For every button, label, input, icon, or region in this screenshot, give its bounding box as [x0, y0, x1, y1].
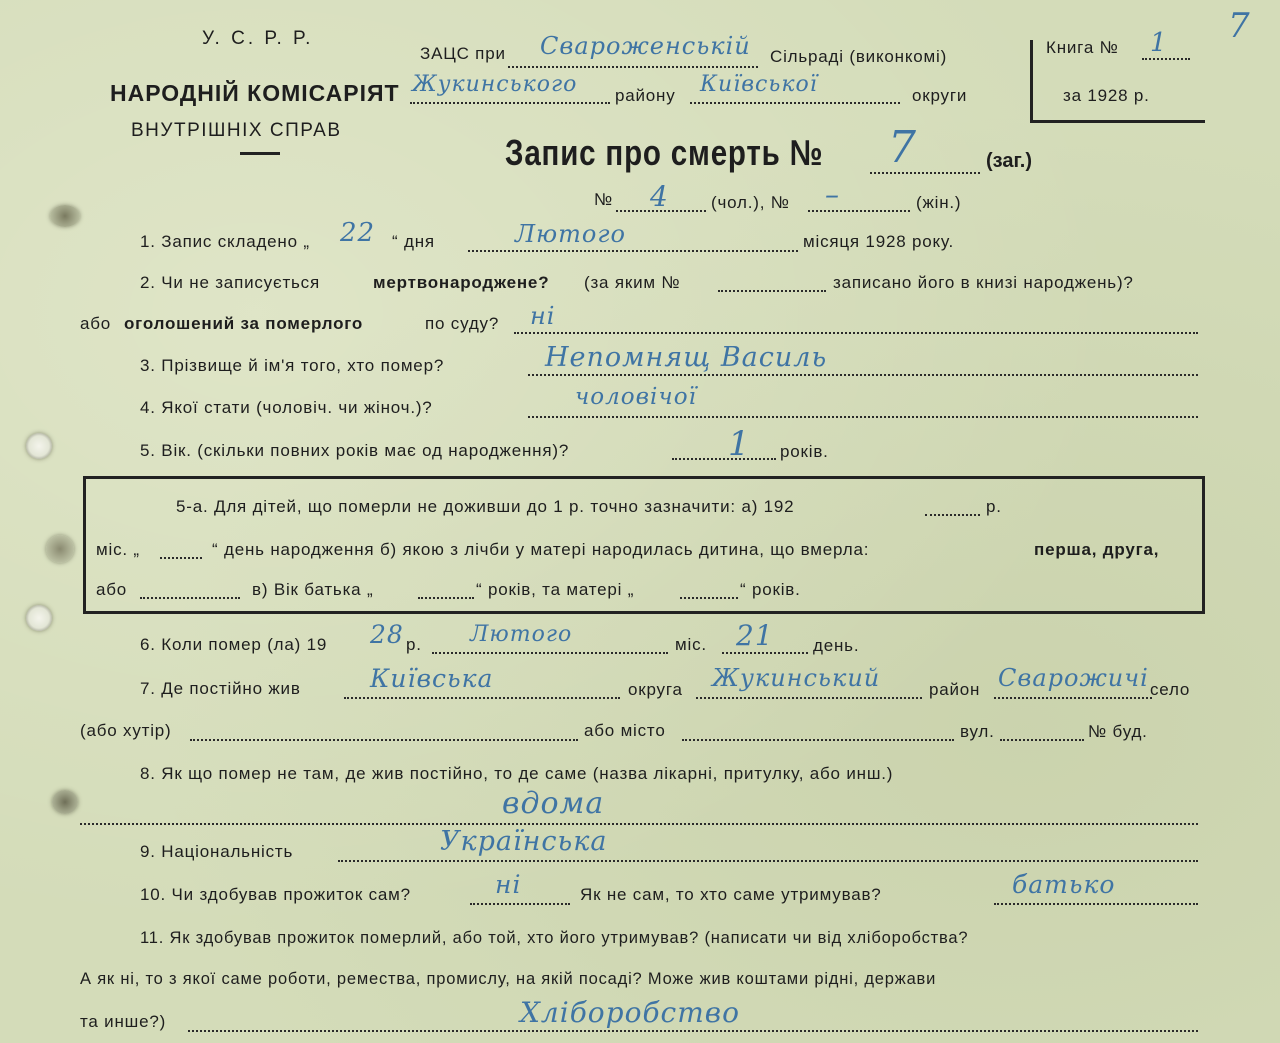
okruha-handwritten: Київської: [700, 72, 818, 97]
item4-answer-underline: [528, 416, 1198, 418]
item5-suffix: років.: [780, 442, 829, 461]
item10-text-b: Як не сам, то хто саме утримував?: [580, 885, 882, 904]
item11-line2: А як ні, то з якої саме роботи, ремества, промислу, на якій посаді? Може жив коштами рідні, держави: [80, 970, 937, 988]
item1-text-c: місяця 1928 року.: [803, 232, 955, 251]
item5-age-underline: [672, 458, 776, 460]
item6-year-handwritten: 28: [370, 620, 404, 649]
item5a-line3-b: в) Вік батька „: [252, 580, 374, 599]
item11-answer-handwritten: Хліборобство: [520, 996, 740, 1029]
book-label: Книга №: [1046, 38, 1119, 57]
item10-answer1-handwritten: ні: [495, 870, 522, 899]
okruha-label: округи: [912, 86, 968, 105]
item6-day-handwritten: 21: [736, 619, 774, 652]
item7-text-a: 7. Де постійно жив: [140, 679, 301, 698]
item5a-line1-end: р.: [986, 497, 1002, 516]
book-number-handwritten: 1: [1150, 28, 1168, 58]
item11-line3: та инше?): [80, 1012, 167, 1031]
item2-bold-stillborn: мертвонароджене?: [373, 273, 550, 292]
male-label: (чол.), №: [711, 193, 790, 212]
stain-mark: [52, 790, 78, 814]
item6-month-handwritten: Лютого: [470, 622, 573, 647]
item7-line2-c: вул.: [960, 722, 995, 741]
item8-answer-underline: [80, 823, 1198, 825]
item7-okruha-handwritten: Київська: [370, 664, 494, 693]
item7-khutir-underline: [190, 739, 578, 741]
item9-text: 9. Національність: [140, 842, 294, 861]
book-number-underline: [1142, 58, 1190, 60]
record-title-suffix: (заг.): [986, 150, 1033, 172]
item5a-mother-age-underline: [680, 597, 738, 599]
item2-text-e: по суду?: [425, 314, 500, 333]
corner-page-number: 7: [1228, 6, 1251, 46]
header-divider: [240, 152, 280, 155]
item1-text-b: “ дня: [392, 232, 435, 251]
item1-month-handwritten: Лютого: [515, 220, 626, 248]
item5a-line3-c: “ років, та матері „: [476, 580, 635, 599]
item10-answer1-underline: [470, 903, 570, 905]
item7-selo-underline: [994, 697, 1152, 699]
female-number-underline: [808, 210, 910, 212]
council-handwritten: Свароженській: [540, 32, 751, 60]
punch-hole: [26, 605, 52, 631]
raion-label: району: [615, 86, 676, 105]
book-year: за 1928 р.: [1063, 86, 1150, 105]
male-number-handwritten: 4: [650, 180, 669, 213]
female-label: (жін.): [916, 193, 962, 212]
zags-prefix: ЗАЦС при: [420, 44, 506, 63]
item8-text: 8. Як що помер не там, де жив постійно, то де саме (назва лікарні, притулку, або инш.): [140, 764, 894, 783]
item2-text-c: записано його в книзі народжень)?: [833, 273, 1134, 292]
item6-month-underline: [432, 652, 668, 654]
item5a-line2-b: “ день народження б) якою з лічби у матері народилась дитина, що вмерла:: [212, 540, 870, 559]
okruha-underline: [690, 102, 900, 104]
item7-raion-underline: [696, 697, 922, 699]
item5a-line3-d: “ років.: [740, 580, 801, 599]
item7-line2-b: або місто: [584, 721, 666, 740]
item2-text-b: (за яким №: [584, 273, 681, 292]
header-commissariat: НАРОДНІЙ КОМІСАРІЯТ: [110, 80, 400, 106]
item2-birth-number-underline: [718, 290, 826, 292]
item6-text-c: міс.: [675, 635, 707, 654]
header-ussr: У. С. Р. Р.: [202, 28, 314, 49]
sub-number-sign: №: [594, 190, 614, 209]
item7-okruha-underline: [344, 697, 620, 699]
item7-text-d: село: [1150, 680, 1191, 699]
item7-line2-a: (або хутір): [80, 721, 172, 740]
female-number-handwritten: –: [825, 178, 840, 211]
council-underline: [508, 66, 758, 68]
item1-day-handwritten: 22: [340, 218, 376, 248]
item7-raion-handwritten: Жукинський: [712, 664, 881, 692]
item6-day-underline: [722, 652, 808, 654]
record-number-underline: [870, 172, 980, 174]
item1-text-a: 1. Запис складено „: [140, 232, 310, 251]
item3-answer-underline: [528, 374, 1198, 376]
item4-answer-handwritten: чоловічої: [575, 384, 697, 410]
item5a-year-underline: [925, 514, 980, 516]
item11-line1: 11. Як здобував прожиток померлий, або той, хто його утримував? (написати чи від хліборобства?: [140, 929, 969, 947]
record-title: Запис про смерть №: [505, 132, 824, 173]
header-internal-affairs: ВНУТРІШНІХ СПРАВ: [131, 120, 342, 141]
item8-answer-handwritten: вдома: [502, 786, 605, 821]
raion-underline: [410, 102, 610, 104]
item11-answer-underline: [188, 1030, 1198, 1032]
item10-answer2-underline: [994, 903, 1198, 905]
item7-selo-handwritten: Сварожичі: [998, 664, 1149, 692]
record-number-handwritten: 7: [888, 122, 917, 173]
stain-mark: [50, 205, 80, 227]
item2-text-d: або: [80, 314, 112, 333]
item5a-line2-a: міс. „: [96, 540, 140, 559]
item10-text-a: 10. Чи здобував прожиток сам?: [140, 885, 411, 904]
stain-mark: [46, 535, 74, 563]
item7-text-c: район: [929, 680, 981, 699]
item5a-father-age-underline: [418, 597, 474, 599]
item5-age-handwritten: 1: [728, 424, 751, 464]
item9-answer-handwritten: Українська: [440, 826, 608, 857]
item5a-order-underline: [140, 597, 240, 599]
item3-text: 3. Прізвище й ім'я того, хто помер?: [140, 356, 445, 375]
item2-text-a: 2. Чи не записується: [140, 273, 320, 292]
item7-street-underline: [1000, 739, 1084, 741]
item7-city-underline: [682, 739, 954, 741]
item5a-month-underline: [160, 557, 202, 559]
punch-hole: [26, 433, 52, 459]
item2-answer-handwritten: ні: [530, 302, 556, 330]
council-suffix: Сільраді (виконкомі): [770, 47, 948, 66]
item2-answer-underline: [514, 332, 1198, 334]
item5a-line2-bold: перша, друга,: [1034, 540, 1160, 559]
item5-text: 5. Вік. (скільки повних років має од народження)?: [140, 441, 570, 460]
item10-answer2-handwritten: батько: [1012, 870, 1116, 899]
item5a-line1: 5-а. Для дітей, що померли не доживши до 1 р. точно зазначити: а) 192: [176, 497, 795, 516]
item6-text-b: р.: [406, 635, 422, 654]
item7-line2-d: № буд.: [1088, 722, 1148, 741]
raion-handwritten: Жукинського: [412, 72, 578, 97]
item9-answer-underline: [338, 860, 1198, 862]
item2-bold-declared-dead: оголошений за померлого: [124, 314, 364, 333]
item3-answer-handwritten: Непомнящ Василь: [545, 342, 828, 373]
item4-text: 4. Якої стати (чоловіч. чи жіноч.)?: [140, 398, 433, 417]
item1-month-underline: [468, 250, 798, 252]
item7-text-b: округа: [628, 680, 683, 699]
item6-text-d: день.: [813, 636, 860, 655]
item6-text-a: 6. Коли помер (ла) 19: [140, 635, 328, 654]
item5a-line3-a: або: [96, 580, 128, 599]
